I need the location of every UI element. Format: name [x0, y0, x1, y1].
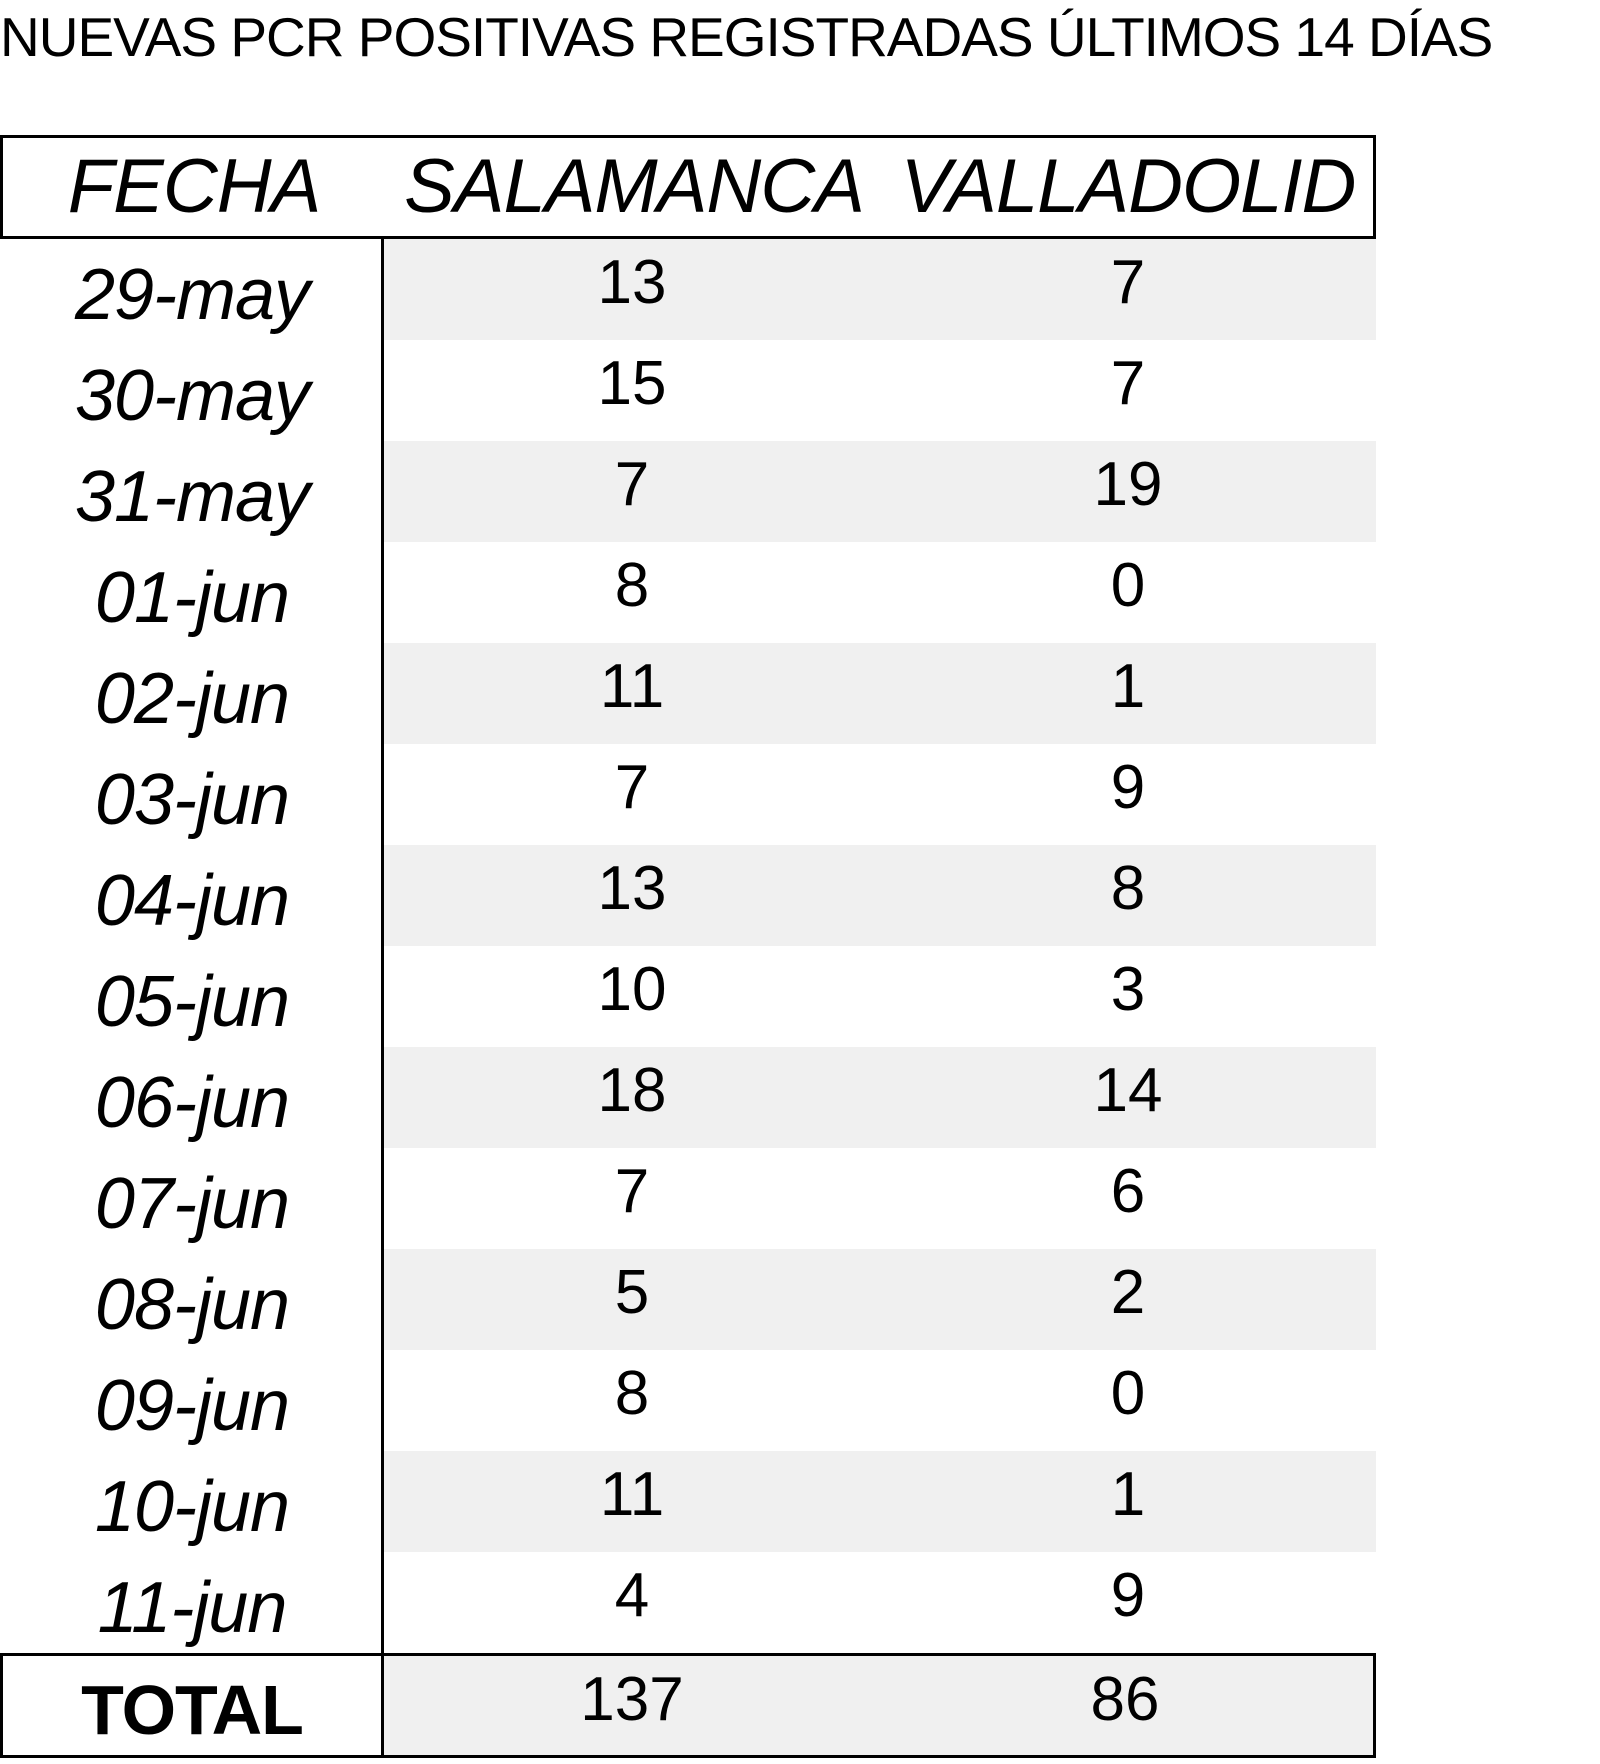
cell-fecha: 11-jun [0, 1552, 384, 1653]
cell-fecha: 04-jun [0, 845, 384, 946]
cell-valladolid: 0 [1110, 1359, 1146, 1428]
table-row [0, 340, 1376, 441]
cell-fecha: 03-jun [0, 744, 384, 845]
cell-valladolid: 9 [1110, 753, 1146, 822]
cell-valladolid: 8 [1110, 854, 1146, 923]
page-title: NUEVAS PCR POSITIVAS REGISTRADAS ÚLTIMOS 14 DÍAS [0, 6, 1493, 68]
cell-valladolid: 2 [1110, 1258, 1146, 1327]
cell-salamanca: 8 [614, 1359, 650, 1428]
cell-valladolid: 7 [1110, 248, 1146, 317]
table-body [0, 239, 1376, 1653]
table-row [0, 441, 1376, 542]
header-valladolid: VALLADOLID [900, 144, 1356, 229]
cell-salamanca: 18 [597, 1056, 667, 1125]
cell-salamanca: 15 [597, 349, 667, 418]
cell-fecha: 07-jun [0, 1148, 384, 1249]
table-row [0, 643, 1376, 744]
cell-valladolid: 6 [1110, 1157, 1146, 1226]
table-row [0, 946, 1376, 1047]
total-label: TOTAL [3, 1656, 384, 1755]
cell-salamanca: 13 [597, 854, 667, 923]
pcr-table [0, 135, 1376, 1758]
cell-salamanca: 13 [597, 248, 667, 317]
cell-fecha: 29-may [0, 239, 384, 340]
header-fecha: FECHA [67, 144, 321, 229]
table-row [0, 1451, 1376, 1552]
cell-fecha: 06-jun [0, 1047, 384, 1148]
cell-valladolid: 0 [1110, 551, 1146, 620]
cell-salamanca: 5 [614, 1258, 650, 1327]
cell-valladolid: 14 [1093, 1056, 1163, 1125]
cell-salamanca: 10 [597, 955, 667, 1024]
total-salamanca: 137 [580, 1665, 684, 1734]
cell-valladolid: 9 [1110, 1561, 1146, 1630]
cell-valladolid: 3 [1110, 955, 1146, 1024]
cell-fecha: 08-jun [0, 1249, 384, 1350]
table-row [0, 542, 1376, 643]
cell-salamanca: 11 [599, 652, 665, 721]
cell-valladolid: 1 [1110, 652, 1146, 721]
table-row [0, 239, 1376, 340]
total-valladolid: 86 [1090, 1665, 1160, 1734]
cell-valladolid: 7 [1110, 349, 1146, 418]
table-row [0, 1350, 1376, 1451]
cell-valladolid: 19 [1093, 450, 1163, 519]
table-row [0, 845, 1376, 946]
cell-salamanca: 4 [614, 1561, 650, 1630]
cell-fecha: 10-jun [0, 1451, 384, 1552]
cell-fecha: 09-jun [0, 1350, 384, 1451]
cell-salamanca: 7 [614, 450, 650, 519]
cell-fecha: 30-may [0, 340, 384, 441]
cell-fecha: 01-jun [0, 542, 384, 643]
header-salamanca: SALAMANCA [404, 144, 864, 229]
cell-fecha: 02-jun [0, 643, 384, 744]
cell-salamanca: 8 [614, 551, 650, 620]
table-header-row [0, 135, 1376, 239]
table-row [0, 1249, 1376, 1350]
cell-fecha: 31-may [0, 441, 384, 542]
total-row [0, 1653, 1376, 1758]
cell-salamanca: 7 [614, 753, 650, 822]
table-row [0, 1552, 1376, 1653]
cell-salamanca: 7 [614, 1157, 650, 1226]
cell-salamanca: 11 [599, 1460, 665, 1529]
table-row [0, 1047, 1376, 1148]
table-row [0, 744, 1376, 845]
cell-fecha: 05-jun [0, 946, 384, 1047]
table-row [0, 1148, 1376, 1249]
cell-valladolid: 1 [1110, 1460, 1146, 1529]
